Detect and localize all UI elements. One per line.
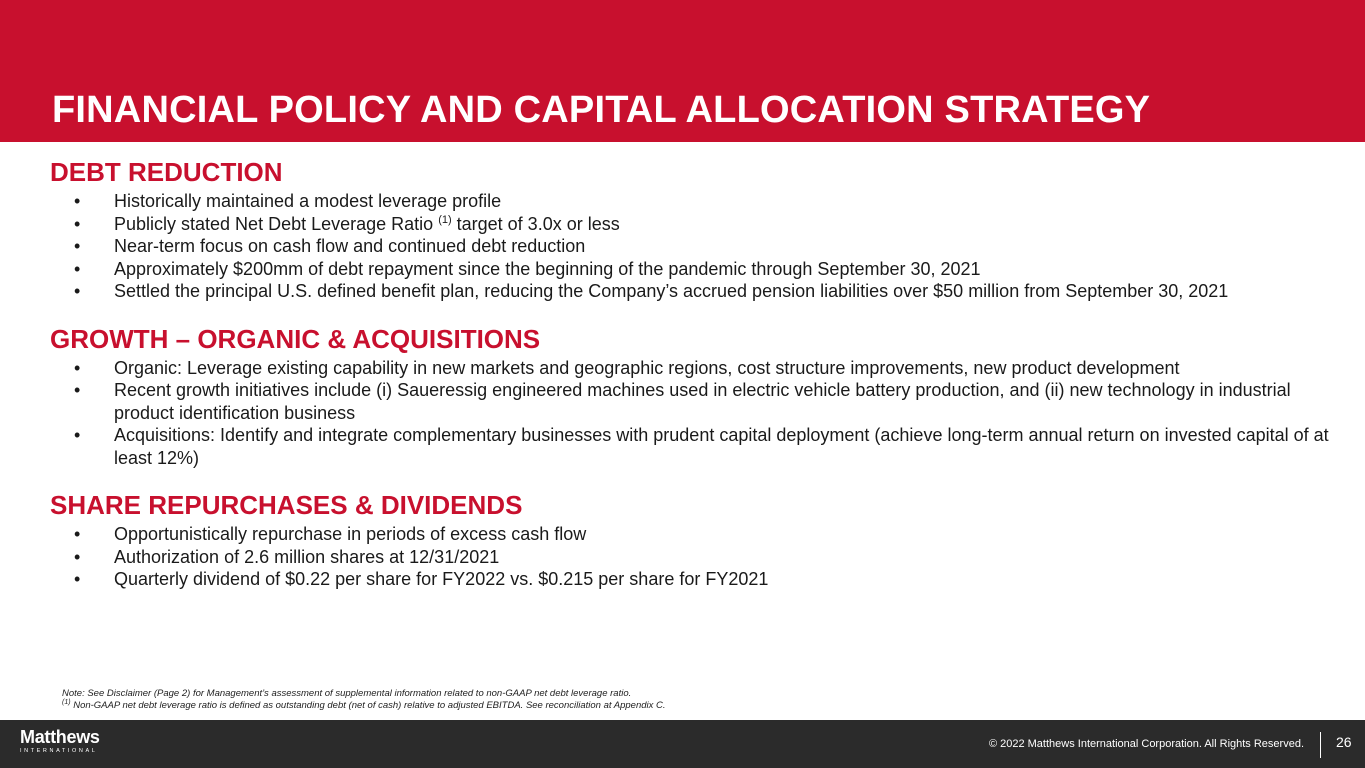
bullet-icon: • <box>74 191 81 211</box>
logo-subtitle: INTERNATIONAL <box>20 748 98 754</box>
footnote-text: Non-GAAP net debt leverage ratio is defined as outstanding debt (net of cash) relative to adjusted EBITDA. See reconciliation at Appendix C. <box>70 700 666 711</box>
list-item <box>50 280 1350 303</box>
section-heading: SHARE REPURCHASES & DIVIDENDS <box>50 490 523 520</box>
bullet-list <box>50 523 1350 591</box>
section-debt-reduction <box>50 156 1350 303</box>
list-item-text: Quarterly dividend of $0.22 per share for FY2022 vs. $0.215 per share for FY2021 <box>114 569 769 589</box>
slide-content <box>50 156 1350 591</box>
section-share-repurchases <box>50 489 1350 591</box>
footnote-marker: (1) <box>438 213 452 226</box>
footnotes <box>62 688 666 712</box>
list-item <box>50 213 1350 236</box>
list-item <box>50 424 1350 469</box>
footnote-marker: (1) <box>62 698 71 706</box>
title-banner <box>0 0 1365 142</box>
bullet-icon: • <box>74 569 81 589</box>
logo-wordmark: Matthews <box>20 727 100 747</box>
section-heading: GROWTH – ORGANIC & ACQUISITIONS <box>50 323 541 354</box>
disclaimer-note: Note: See Disclaimer (Page 2) for Management’s assessment of supplemental information related to non-GAAP net debt leverage ratio. <box>62 688 632 699</box>
bullet-icon: • <box>74 281 81 301</box>
company-logo <box>20 728 100 756</box>
footer-divider <box>1320 732 1321 758</box>
bullet-list <box>50 357 1350 470</box>
list-item-text: Organic: Leverage existing capability in new markets and geographic regions, cost structure improvements, new product development <box>114 357 1180 378</box>
list-item <box>50 235 1350 258</box>
list-item <box>50 190 1350 213</box>
list-item <box>50 523 1350 546</box>
page-number: 26 <box>1336 734 1352 750</box>
bullet-icon: • <box>74 236 81 256</box>
list-item-text: Approximately $200mm of debt repayment since the beginning of the pandemic through September 30, 2021 <box>114 258 981 279</box>
list-item-text-post: target of 3.0x or less <box>451 213 620 234</box>
bullet-list <box>50 190 1350 303</box>
bullet-icon: • <box>74 380 81 400</box>
list-item-text: Near-term focus on cash flow and continued debt reduction <box>114 236 586 256</box>
list-item <box>50 357 1350 380</box>
list-item <box>50 546 1350 569</box>
footnote-definition <box>62 700 666 712</box>
list-item-text-pre: Publicly stated Net Debt Leverage Ratio <box>114 213 439 234</box>
list-item-text: Authorization of 2.6 million shares at 12/31/2021 <box>114 546 500 567</box>
section-heading: DEBT REDUCTION <box>50 157 283 187</box>
bullet-icon: • <box>74 258 81 279</box>
list-item-text: Acquisitions: Identify and integrate complementary businesses with prudent capital deployment (achieve long-term annual return on invested capital of at least 12%) <box>114 425 1329 468</box>
bullet-icon: • <box>74 425 81 445</box>
bullet-icon: • <box>74 213 81 234</box>
page-title: FINANCIAL POLICY AND CAPITAL ALLOCATION STRATEGY <box>52 89 1151 131</box>
footer-bar <box>0 720 1365 768</box>
bullet-icon: • <box>74 357 81 378</box>
list-item <box>50 379 1350 424</box>
list-item-text: Historically maintained a modest leverage profile <box>114 191 502 211</box>
list-item-text: Settled the principal U.S. defined benefit plan, reducing the Company’s accrued pension liabilities over $50 million from September 30, 2021 <box>114 281 1229 301</box>
list-item-text: Recent growth initiatives include (i) Saueressig engineered machines used in electric vehicle battery production, and (ii) new technology in industrial product identification business <box>114 380 1291 423</box>
section-growth <box>50 323 1350 470</box>
list-item-text: Opportunistically repurchase in periods of excess cash flow <box>114 524 587 544</box>
bullet-icon: • <box>74 546 81 567</box>
bullet-icon: • <box>74 524 81 544</box>
list-item <box>50 568 1350 591</box>
list-item <box>50 258 1350 281</box>
copyright-text: © 2022 Matthews International Corporation. All Rights Reserved. <box>988 738 1304 750</box>
